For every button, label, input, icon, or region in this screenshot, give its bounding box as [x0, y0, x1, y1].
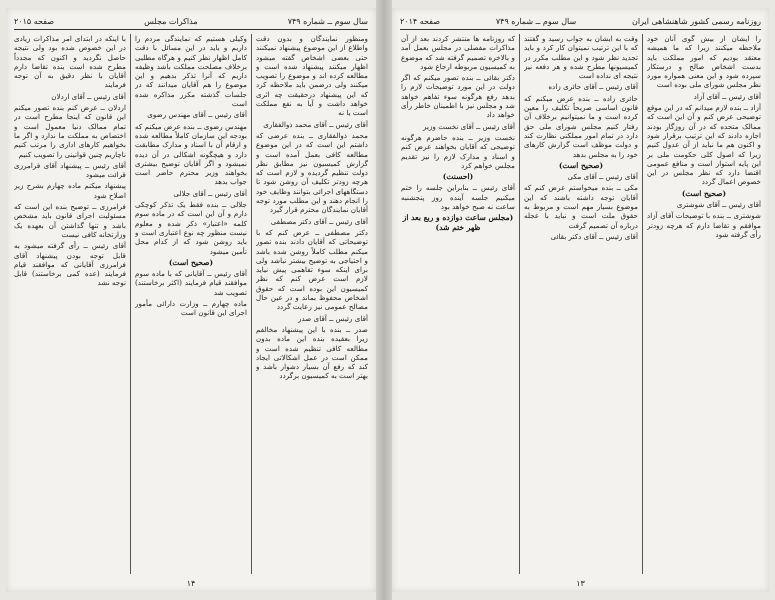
left-col-divider-2	[130, 34, 131, 574]
paragraph: آقای رئیس ــ بنابراین جلسه را ختم میکنیم جلسه آینده روز پنجشنبه ساعت نه صبح خواهد بود	[401, 183, 515, 212]
paragraph: آقای رئیس ــ آقای صدر	[298, 313, 368, 323]
paragraph: وکیلی هستیم که نمایندگی مردم را داریم و باید در این مسائل با دقت کامل اظهار نظر کنیم و هرگاه مطلبی برخلاف مصلحت مملکت باشد وظیفه داریم که آنرا تذکر بدهیم و این موضوع را هم آقایان میدانند که در جلسات گذشته مکرر مذاکره شده است	[135, 34, 247, 109]
right-col-1	[647, 34, 761, 574]
paragraph: آقای رئیس ــ رأی گرفته میشود به قابل توجه بودن پیشنهاد آقای فرامرزی آقایانی که موافقند قیام فرمایند (عده کمی برخاستند) قابل توجه نشد	[14, 241, 126, 288]
paragraph: آزاد ــ بنده لازم میدانم که در این موقع توضیحی عرض کنم و آن این است که ممالک متحده که در آن روزگار بودند اجازه دادند که این ترتیب برقرار شود و اکنون هم ما نباید از آن عدول کنیم زیرا که اصول کلی حکومت ملی بر این پایه استوار است و منافع عمومی اقتضا دارد که نظر مجلس در این خصوص اعمال گردد	[647, 103, 761, 187]
paragraph: آقای رئیس ــ آقایانی که با ماده سوم موافقند قیام فرمایند (اکثر برخاستند) تصویب شد	[135, 269, 247, 297]
right-header-left: صفحه ۲۰۱۴	[400, 16, 441, 26]
right-col-3	[401, 34, 515, 574]
paragraph: که روزنامه ها منتشر کردند بعد از آن مذاکرات مفصلی در مجلس بعمل آمد و بالاخره تصمیم گرفته شد که موضوع به کمیسیون مربوطه ارجاع شود	[401, 34, 515, 71]
paragraph: (احسنت)	[442, 172, 474, 182]
paragraph: آقای رئیس ــ پیشنهاد آقای فرامرزی قرائت میشود	[14, 160, 126, 180]
paragraph: مهندس رضوی ــ بنده عرض میکنم که بودجه این سازمان کاملاً مطالعه شده و ارقام آن با اسناد و مدارک مطابقت دارد و هیچگونه اشکالی در آن دیده نمیشود و اگر آقایان توضیح بیشتری بخواهند وزیر محترم حاضر است جواب بدهد	[135, 121, 247, 187]
paragraph: آقای رئیس ــ آقای محمد ذوالفقاری	[263, 119, 368, 129]
paragraph: فرامرزی ــ توضیح بنده این است که مسئولیت اجرای قانون باید مشخص باشد و تنها گذاشتن آن بعهده یک وزارتخانه کافی نیست	[14, 202, 126, 239]
left-page-number: ۱۴	[186, 579, 196, 588]
paragraph: آقای رئیس ــ آقای آزاد	[693, 91, 761, 101]
right-header-rule	[400, 29, 761, 30]
paragraph: (صحیح است)	[168, 257, 214, 267]
paragraph: آقای رئیس ــ آقای شوشتری	[676, 200, 761, 210]
paragraph: آقای رئیس ــ آقای حائری زاده	[548, 82, 638, 92]
paragraph: جلالی ــ بنده فقط یک تذکر کوچکی دارم و آن این است که در ماده سوم کلمه «اعتبار» ذکر شده و معلوم نیست منظور چه نوع اعتباری است و باید روشن شود که از کدام محل تأمین میشود	[135, 200, 247, 256]
book-gutter	[376, 0, 392, 600]
right-header-center: سال سوم ــ شماره ۷۴۹	[495, 16, 577, 26]
paragraph: دکتر مصطفی ــ عرض کنم که با توضیحاتی که آقایان دادند بنده تصور میکنم مطلب کاملاً روشن شده باشد و احتیاجی به توضیح بیشتر نباشد ولی برای اینکه سوء تفاهمی پیش نیاید لازم است عرض کنم که نظر کمیسیون این بوده است که حقوق اشخاص محفوظ بماند و در عین حال مصالح عمومی نیز رعایت گردد	[256, 227, 368, 312]
right-page	[392, 8, 769, 592]
paragraph: صدر ــ بنده با این پیشنهاد مخالفم زیرا بعقیده بنده این ماده بدون مطالعه کافی تنظیم شده است و ممکن است در عمل اشکالاتی ایجاد کند که رفع آن بسیار دشوار باشد و بهتر است به کمیسیون برگردد	[256, 324, 368, 381]
paragraph: مکی ــ بنده میخواستم عرض کنم که آقایان توجه داشته باشند که این موضوع بسیار مهم است و مربوط به حقوق ملت است و نباید با عجله درباره آن تصمیم گرفت	[524, 183, 638, 230]
right-col-divider-1	[642, 34, 643, 574]
right-page-number: ۱۳	[576, 579, 585, 588]
left-page-header	[14, 14, 368, 28]
paragraph: آقای رئیس ــ آقای دکتر مصطفی	[270, 216, 368, 226]
left-header-center: مذاکرات مجلس	[144, 16, 198, 26]
paragraph: ومنظور نمایندگان و بدون دقت واطلاع از این موضوع پیشنهاد نمیکنند حتی بعضی اشخاص گفته میشود اظهار میکنند پیشنهاد شده است و مطالعه کرده اند و موضوع را تصویب میکنند ولی درضمن باید ملاحظه کرد که این پیشنهاد درحقیقت چه اثری خواهد داشت و آیا به نفع مملکت است یا نه	[256, 34, 368, 118]
right-col-divider-2	[519, 34, 520, 574]
left-header-right: سال سوم ــ شماره ۷۴۹	[287, 16, 368, 26]
paragraph: دکتر بقائی ــ بنده تصور میکنم که اگر دولت در این مورد توضیحات لازم را بدهد رفع هرگونه سوء تفاهم خواهد شد و مجلس نیز با اطمینان خاطر رأی خواهد داد	[401, 73, 515, 120]
paragraph: (صحیح است)	[558, 160, 604, 170]
paragraph: آقای رئیس ــ آقای دکتر بقائی	[550, 231, 638, 241]
paragraph: شوشتری ــ بنده با توضیحات آقای آزاد موافقم و تقاضا دارم که هرچه زودتر رأی گرفته شود	[647, 211, 761, 239]
left-col-2	[135, 34, 247, 574]
left-col-1	[256, 34, 368, 574]
right-header-right: روزنامه رسمی کشور شاهنشاهی ایران	[632, 16, 761, 26]
paragraph: آقای رئیس ــ آقای نخست وزیر	[423, 121, 515, 131]
left-header-left: صفحه ۲۰۱۵	[14, 16, 55, 26]
paragraph: (مجلس ساعت دوازده و ربع بعد از ظهر ختم شد)	[402, 213, 514, 232]
paragraph: حائری زاده ــ بنده عرض میکنم که قانون اساسی صریحاً تکلیف را معین کرده است و ما نمیتوانیم برخلاف آن رفتار کنیم مجلس شورای ملی حق دارد در تمام امور مملکتی نظارت کند و دولت موظف است گزارش کارهای خود را به مجلس بدهد	[524, 93, 638, 159]
right-col-2	[524, 34, 638, 574]
right-page-header	[400, 14, 761, 28]
paragraph: پیشنهاد میکنم ماده چهارم بشرح زیر اصلاح شود	[14, 181, 126, 200]
paragraph: نخست وزیر ــ بنده حاضرم هرگونه توضیحی که آقایان بخواهند عرض کنم و اسناد و مدارک لازم را نیز تقدیم مجلس خواهم کرد	[401, 132, 515, 170]
left-col-divider-1	[251, 34, 252, 574]
paragraph: ماده چهارم ــ وزارت دارائی مأمور اجرای این قانون است	[135, 299, 247, 318]
paragraph: آقای رئیس ــ آقای مهندس رضوی	[147, 110, 247, 120]
paragraph: با اینکه در ابتدای امر مذاکرات زیادی در این خصوص شده بود ولی نتیجه حاصل نگردید و اکنون که مجدداً مطرح شده است بنده تقاضا دارم آقایان با نظر دقیق به آن توجه فرمایند	[14, 34, 126, 90]
paragraph: آقای رئیس ــ آقای جلالی	[173, 188, 247, 198]
left-page	[6, 8, 376, 592]
paragraph: وقت به ایشان به جواب رسید و گفتند که با این ترتیب نمیتوان کار کرد و باید تجدید نظر شود و این مطلب مکرر در کمیسیونها مطرح شده و هر دفعه نیز نتیجه ای نداده است	[524, 34, 638, 81]
paragraph: (صحیح است)	[681, 188, 727, 198]
paragraph: را ایشان از بیش گوی آنان خود ملاحظه میکنند زیرا که ما همیشه معتقد بودیم که امور مملکت باید بدست اشخاص صالح و درستکار سپرده شود و این معنی همواره مورد نظر مجلس شورای ملی بوده است	[647, 34, 761, 90]
paragraph: آقای رئیس ــ آقای مکی	[567, 172, 638, 182]
paragraph: محمد ذوالفقاری ــ بنده عرضی که داشتم این است که در این موضوع مطالعه کافی بعمل آمده است و گزارش کمیسیون نیز مطابق نظر دولت تنظیم گردیده و لازم است که هرچه زودتر تکلیف آن روشن شود تا دستگاههای اجرائی بتوانند وظایف خود را انجام دهند و این مطلب مورد توجه آقایان نمایندگان محترم قرار گیرد	[256, 130, 368, 215]
left-col-3	[14, 34, 126, 574]
left-header-rule	[14, 29, 368, 30]
paragraph: آقای رئیس ــ آقای اردلان	[51, 91, 126, 101]
paragraph: اردلان ــ عرض کنم بنده تصور میکنم این قانون که اینجا مطرح است در تمام ممالک دنیا معمول است و اختصاص به مملکت ما ندارد و اگر ما بخواهیم کارهای اداری را مرتب کنیم ناچاریم چنین قوانینی را تصویب کنیم	[14, 103, 126, 159]
